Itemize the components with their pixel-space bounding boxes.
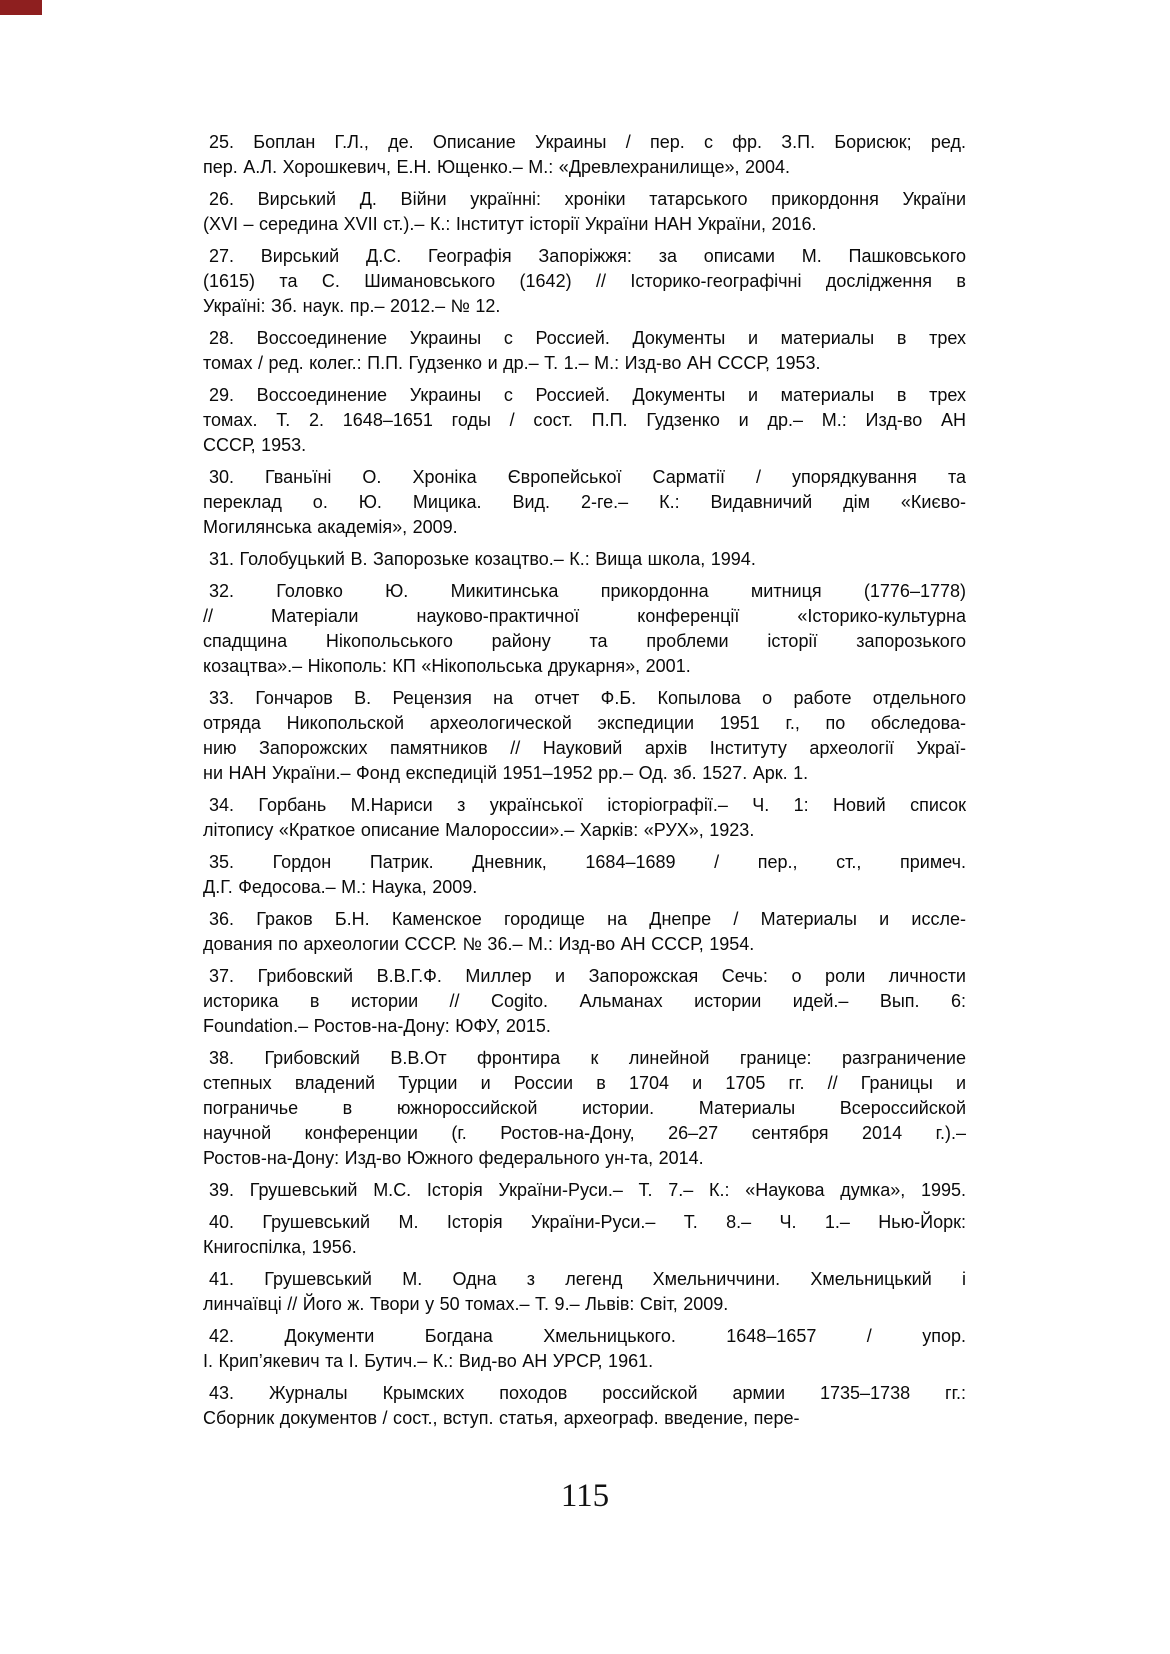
reference-line: научной конференции (г. Ростов-на-Дону, 26–27 сентября 2014 г.).– — [203, 1123, 966, 1143]
reference-entry — [203, 383, 966, 458]
reference-line: степных владений Турции и России в 1704 и 1705 гг. // Границы и — [203, 1073, 966, 1093]
reference-entry — [203, 187, 966, 237]
reference-line: Д.Г. Федосова.– М.: Наука, 2009. — [203, 877, 478, 897]
reference-line: ни НАН України.– Фонд експедицій 1951–1952 рр.– Од. зб. 1527. Арк. 1. — [203, 763, 809, 783]
reference-line: 30. Гваньїні О. Хроніка Європейської Сарматії / упорядкування та — [209, 467, 966, 487]
reference-line: 25. Боплан Г.Л., де. Описание Украины / пер. с фр. З.П. Борисюк; ред. — [209, 132, 966, 152]
page-number: 115 — [560, 1478, 610, 1514]
reference-entry — [203, 850, 966, 900]
reference-line: Могилянська академія», 2009. — [203, 517, 458, 537]
reference-line: 29. Воссоединение Украины с Россией. Документы и материалы в трех — [209, 385, 966, 405]
reference-line: 41. Грушевський М. Одна з легенд Хмельниччини. Хмельницький і — [209, 1269, 966, 1289]
reference-line: 32. Головко Ю. Микитинська прикордонна митниця (1776–1778) — [209, 581, 966, 601]
reference-line: пограничье в южнороссийской истории. Материалы Всероссийской — [203, 1098, 966, 1118]
reference-entry — [203, 326, 966, 376]
reference-line: историка в истории // Cogito. Альманах истории идей.– Вып. 6: — [203, 991, 966, 1011]
reference-line: 35. Гордон Патрик. Дневник, 1684–1689 / пер., ст., примеч. — [209, 852, 966, 872]
reference-line: нию Запорожских памятников // Науковий архів Інституту археології Украї- — [203, 738, 966, 758]
reference-line: (1615) та С. Шимановського (1642) // Історико-географічні дослідження в — [203, 271, 966, 291]
reference-entry — [203, 686, 966, 786]
reference-line: 40. Грушевський М. Історія України-Руси.– Т. 8.– Ч. 1.– Нью-Йорк: — [209, 1212, 966, 1232]
reference-line: 42. Документи Богдана Хмельницького. 1648–1657 / упор. — [209, 1326, 966, 1346]
reference-line: СССР, 1953. — [203, 435, 307, 455]
reference-line: томах / ред. колег.: П.П. Гудзенко и др.– Т. 1.– М.: Изд-во АН СССР, 1953. — [203, 353, 821, 373]
reference-line: 36. Граков Б.Н. Каменское городище на Днепре / Материалы и иссле- — [209, 909, 966, 929]
reference-line: переклад о. Ю. Мицика. Вид. 2-ге.– К.: Видавничий дім «Києво- — [203, 492, 966, 512]
reference-entry — [203, 130, 966, 180]
reference-line: Сборник документов / сост., вступ. статья, археограф. введение, пере- — [203, 1408, 800, 1428]
reference-line: Книгоспілка, 1956. — [203, 1237, 357, 1257]
reference-line: 34. Горбань М.Нариси з української історіографії.– Ч. 1: Новий список — [209, 795, 966, 815]
reference-list — [203, 130, 966, 1438]
reference-line: І. Крип’якевич та І. Бутич.– К.: Вид-во АН УРСР, 1961. — [203, 1351, 654, 1371]
reference-line: спадщина Нікопольського району та проблеми історії запорозького — [203, 631, 966, 651]
reference-line: томах. Т. 2. 1648–1651 годы / сост. П.П. Гудзенко и др.– М.: Изд-во АН — [203, 410, 966, 430]
reference-line: 27. Вирський Д.С. Географія Запоріжжя: за описами М. Пашковського — [209, 246, 966, 266]
reference-entry — [203, 1324, 966, 1374]
reference-entry — [203, 964, 966, 1039]
reference-line: отряда Никопольской археологической экспедиции 1951 г., по обследова- — [203, 713, 966, 733]
reference-entry — [203, 793, 966, 843]
reference-line: 37. Грибовский В.В.Г.Ф. Миллер и Запорожская Сечь: о роли личности — [209, 966, 966, 986]
reference-line: 33. Гончаров В. Рецензия на отчет Ф.Б. Копылова о работе отдельного — [209, 688, 966, 708]
reference-line: літопису «Краткое описание Малороссии».– Харків: «РУХ», 1923. — [203, 820, 755, 840]
reference-entry — [203, 1381, 966, 1431]
reference-line: 28. Воссоединение Украины с Россией. Документы и материалы в трех — [209, 328, 966, 348]
scan-corner-artifact — [0, 0, 42, 15]
reference-entry — [203, 547, 966, 572]
reference-line: (XVI – середина XVII ст.).– К.: Інститут історії України НАН України, 2016. — [203, 214, 817, 234]
reference-entry — [203, 244, 966, 319]
reference-line: 38. Грибовский В.В.От фронтира к линейной границе: разграничение — [209, 1048, 966, 1068]
reference-entry — [203, 579, 966, 679]
reference-line: Foundation.– Ростов-на-Дону: ЮФУ, 2015. — [203, 1016, 551, 1036]
reference-line: козацтва».– Нікополь: КП «Нікопольська друкарня», 2001. — [203, 656, 691, 676]
reference-line: 39. Грушевський М.С. Історія України-Руси.– Т. 7.– К.: «Наукова думка», 1995. — [209, 1180, 966, 1200]
reference-entry — [203, 465, 966, 540]
reference-entry — [203, 1178, 966, 1203]
reference-line: 43. Журналы Крымских походов российской армии 1735–1738 гг.: — [209, 1383, 966, 1403]
reference-line: // Матеріали науково-практичної конференції «Історико-культурна — [203, 606, 966, 626]
reference-line: Ростов-на-Дону: Изд-во Южного федерального ун-та, 2014. — [203, 1148, 704, 1168]
reference-line: пер. А.Л. Хорошкевич, Е.Н. Ющенко.– М.: «Древлехранилище», 2004. — [203, 157, 791, 177]
reference-line: линчаївці // Його ж. Твори у 50 томах.– Т. 9.– Львів: Світ, 2009. — [203, 1294, 729, 1314]
reference-entry — [203, 1267, 966, 1317]
reference-line: дования по археологии СССР. № 36.– М.: Изд-во АН СССР, 1954. — [203, 934, 755, 954]
reference-entry — [203, 1210, 966, 1260]
reference-line: 26. Вирський Д. Війни українні: хроніки татарського прикордоння України — [209, 189, 966, 209]
reference-entry — [203, 1046, 966, 1171]
reference-entry — [203, 907, 966, 957]
reference-line: 31. Голобуцький В. Запорозьке козацтво.– К.: Вища школа, 1994. — [209, 549, 756, 569]
reference-line: Україні: Зб. наук. пр.– 2012.– № 12. — [203, 296, 501, 316]
